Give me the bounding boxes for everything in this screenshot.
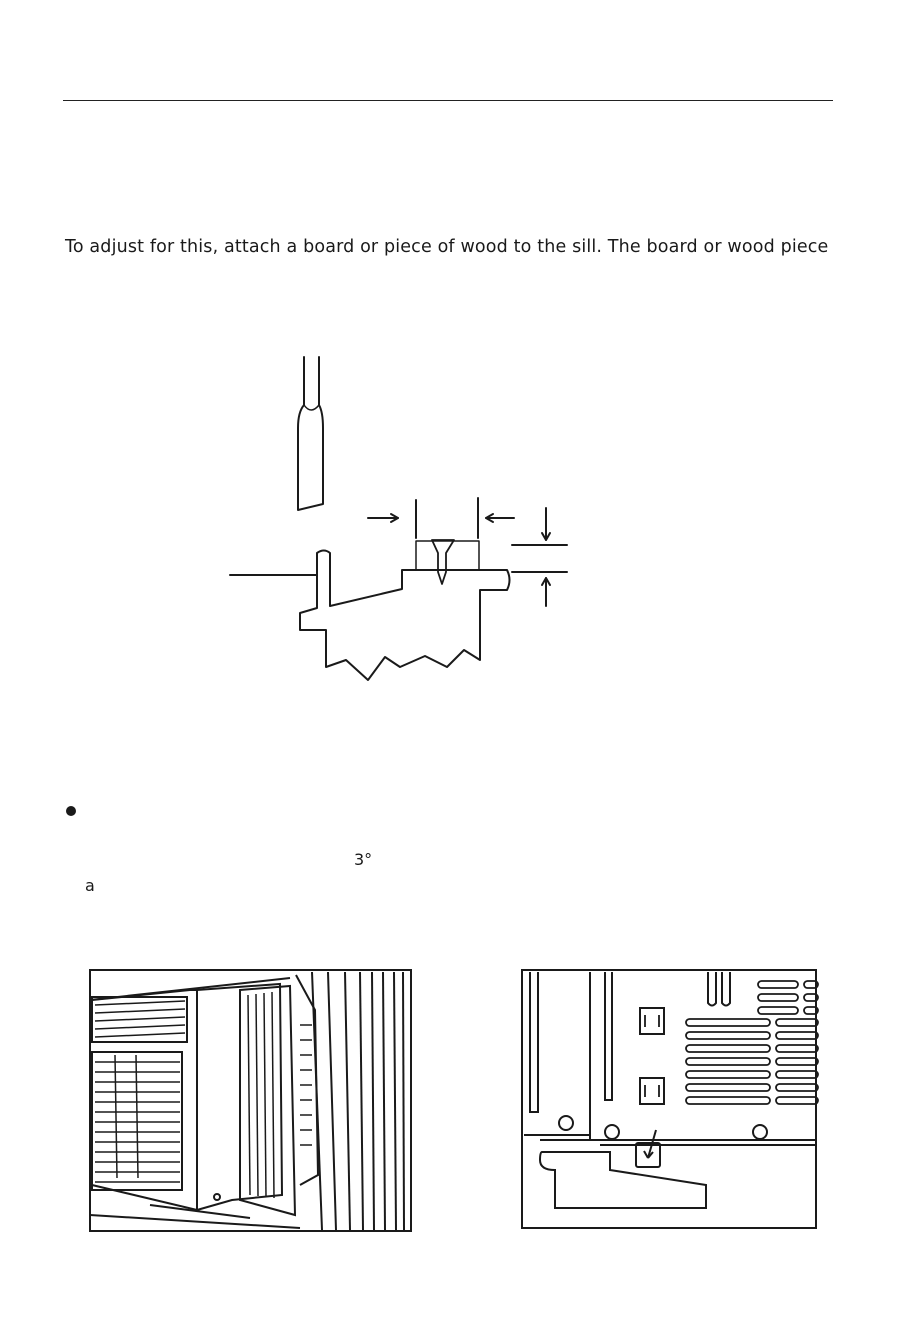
- screw-icon: [432, 540, 454, 584]
- width-dimension-arrows: [368, 498, 514, 538]
- window-sash-illustration: [298, 357, 323, 510]
- instruction-text: To adjust for this, attach a board or piece of wood to the sill. The board or wood piece: [65, 237, 829, 257]
- bullet-icon: [66, 806, 76, 816]
- height-dimension-arrows: [512, 508, 567, 606]
- text-fragment: a: [85, 876, 95, 895]
- wood-board: [416, 541, 479, 570]
- angle-text: 3°: [354, 850, 373, 869]
